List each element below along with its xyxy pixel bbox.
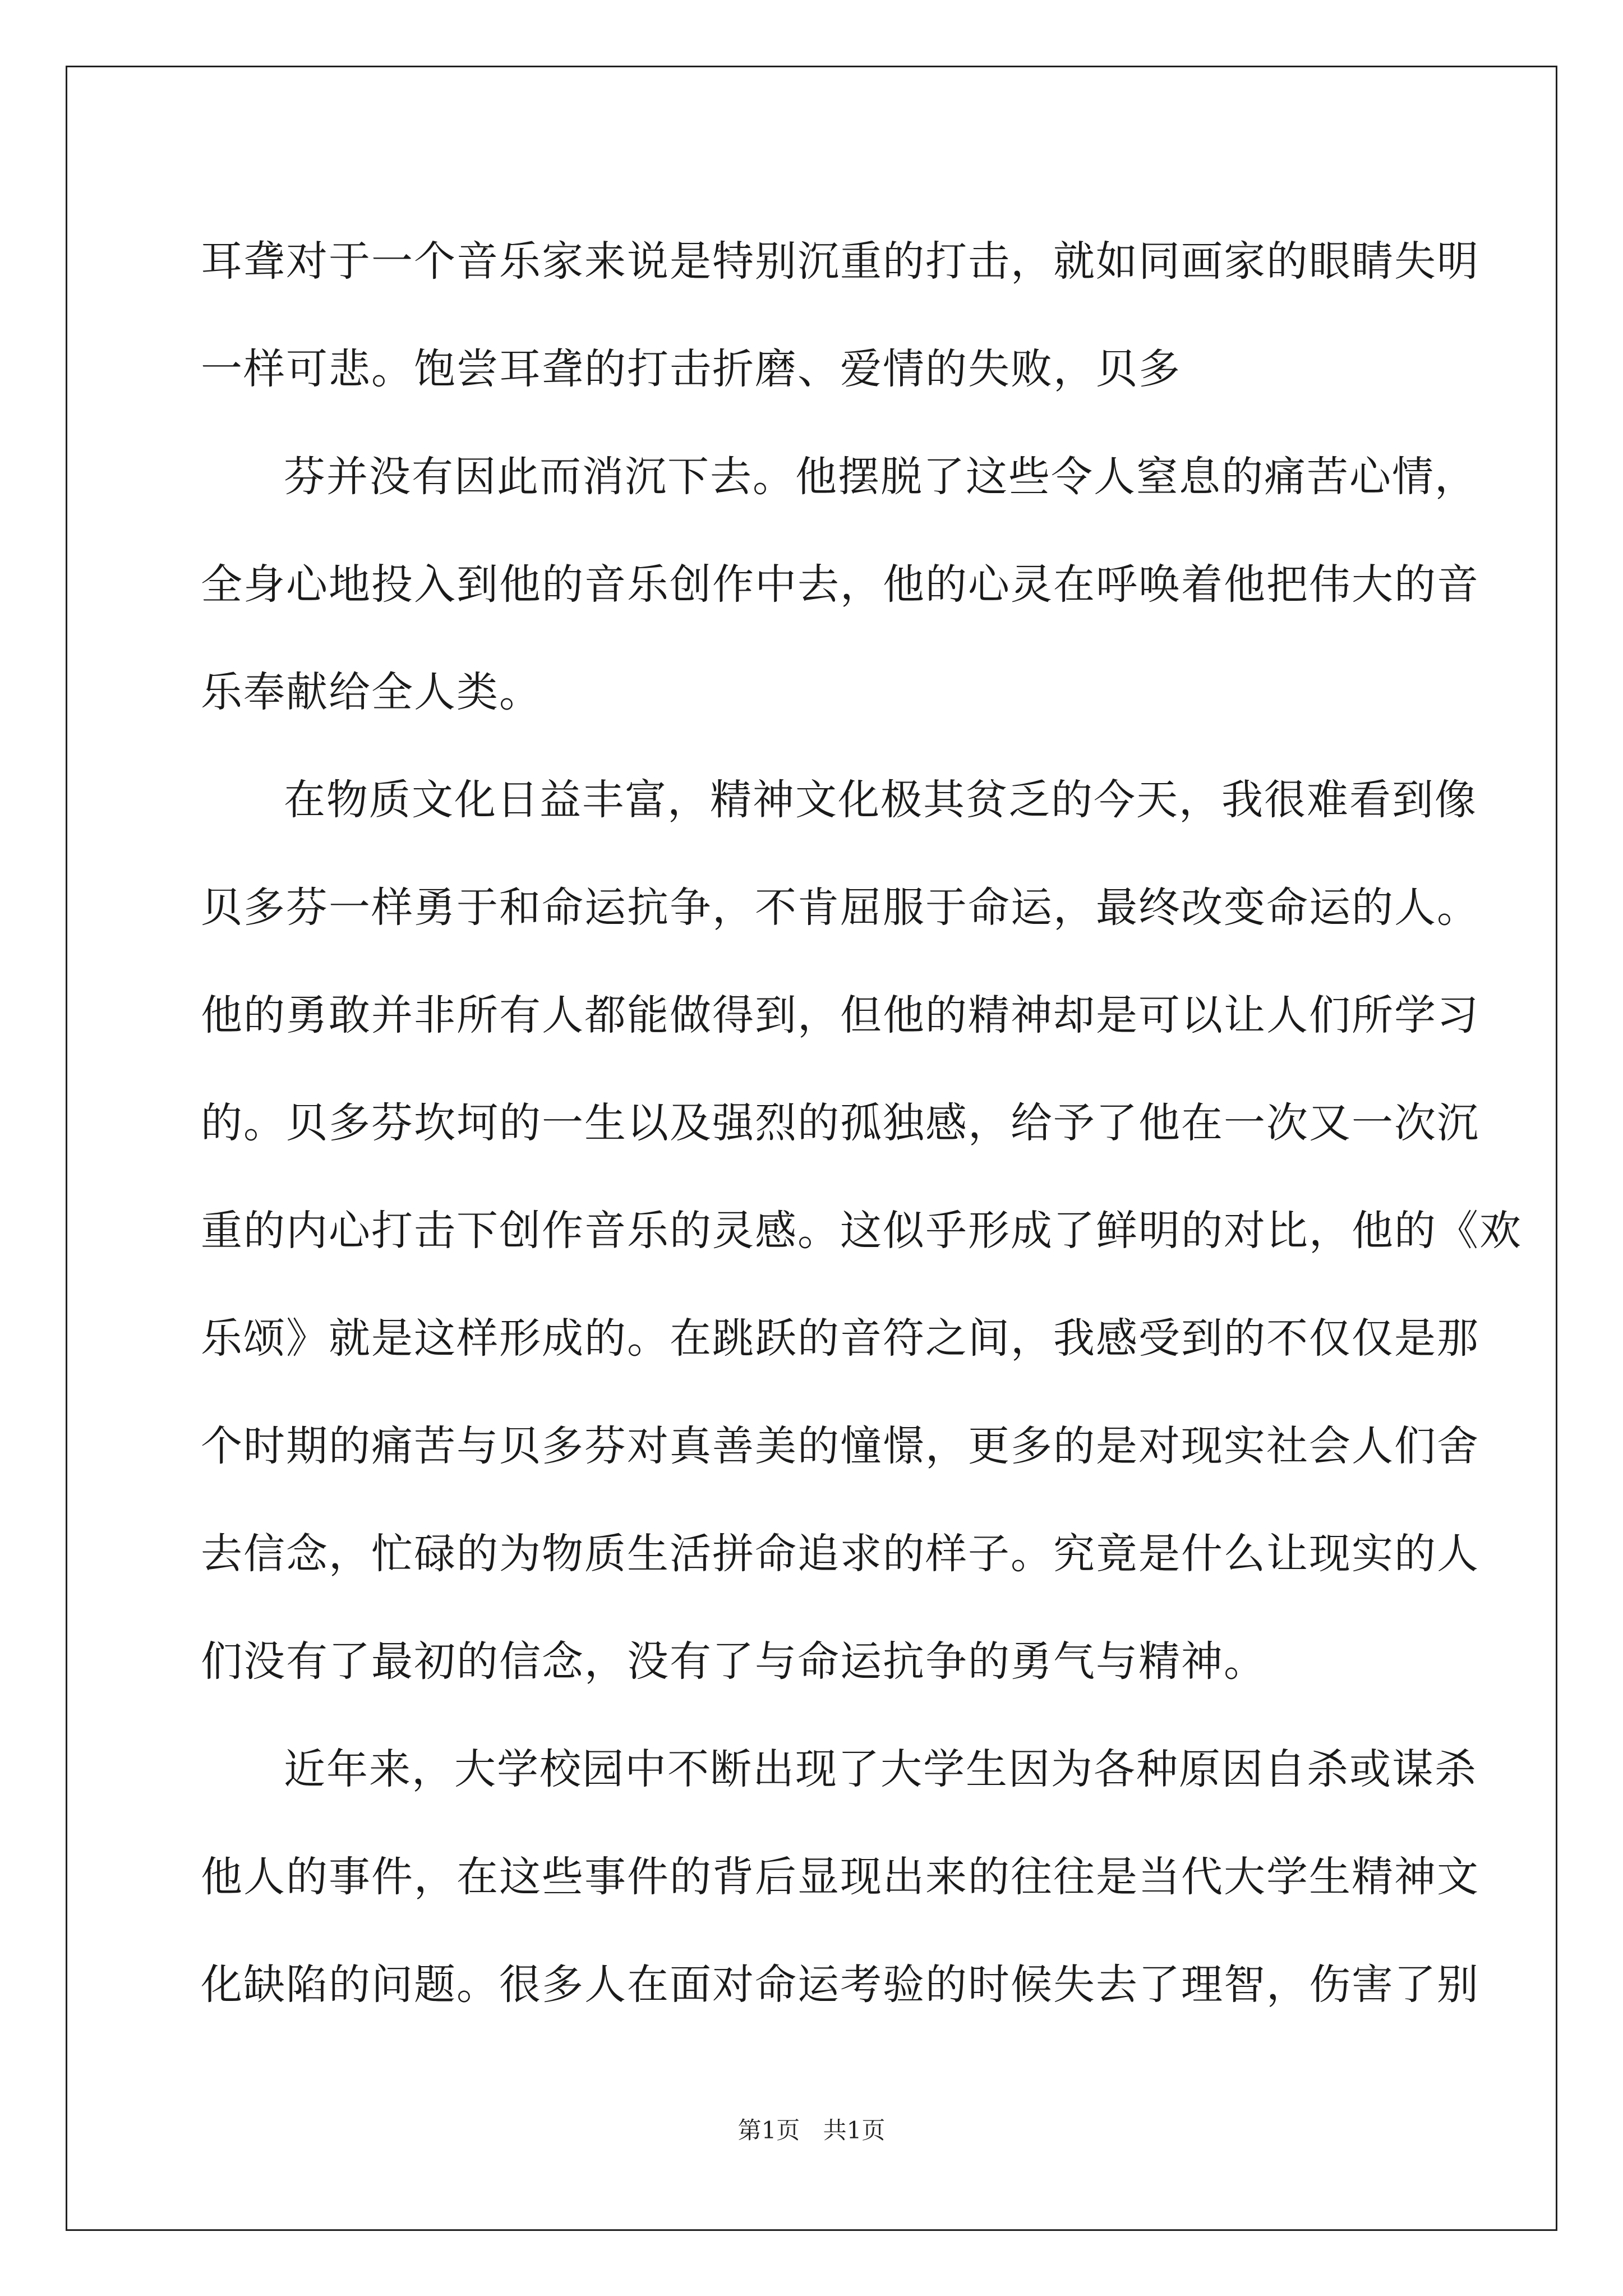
text-line: 去信念，忙碌的为物质生活拼命追求的样子。究竟是什么让现实的人 bbox=[201, 1530, 1479, 1578]
text-line: 化缺陷的问题。很多人在面对命运考验的时候失去了理智，伤害了别 bbox=[201, 1961, 1479, 2009]
document-body bbox=[201, 208, 1522, 2039]
page-total: 共1页 bbox=[823, 2116, 886, 2144]
text-line: 芬并没有因此而消沉下去。他摆脱了这些令人窒息的痛苦心情， bbox=[284, 453, 1477, 501]
text-line: 在物质文化日益丰富，精神文化极其贫乏的今天，我很难看到像 bbox=[284, 776, 1477, 824]
text-line: 他的勇敢并非所有人都能做得到，但他的精神却是可以让人们所学习 bbox=[201, 991, 1479, 1039]
text-line: 贝多芬一样勇于和命运抗争，不肯屈服于命运，最终改变命运的人。 bbox=[201, 884, 1479, 932]
text-line: 乐颂》就是这样形成的。在跳跃的音符之间，我感受到的不仅仅是那 bbox=[201, 1314, 1479, 1363]
text-line: 乐奉献给全人类。 bbox=[201, 668, 542, 716]
text-line: 一样可悲。饱尝耳聋的打击折磨、爱情的失败，贝多 bbox=[201, 345, 1181, 393]
text-line: 近年来，大学校园中不断出现了大学生因为各种原因自杀或谋杀 bbox=[284, 1745, 1477, 1793]
text-line: 耳聋对于一个音乐家来说是特别沉重的打击，就如同画家的眼睛失明 bbox=[201, 237, 1479, 286]
text-line: 的。贝多芬坎坷的一生以及强烈的孤独感，给予了他在一次又一次沉 bbox=[201, 1099, 1479, 1147]
text-line: 们没有了最初的信念，没有了与命运抗争的勇气与精神。 bbox=[201, 1637, 1266, 1686]
text-line: 他人的事件，在这些事件的背后显现出来的往往是当代大学生精神文 bbox=[201, 1853, 1479, 1901]
page-number: 第1页 bbox=[737, 2116, 800, 2144]
page-footer bbox=[0, 2112, 1623, 2146]
text-line: 全身心地投入到他的音乐创作中去，他的心灵在呼唤着他把伟大的音 bbox=[201, 560, 1479, 609]
text-line: 个时期的痛苦与贝多芬对真善美的憧憬，更多的是对现实社会人们舍 bbox=[201, 1422, 1479, 1470]
text-line: 重的内心打击下创作音乐的灵感。这似乎形成了鲜明的对比，他的《欢 bbox=[201, 1207, 1522, 1255]
